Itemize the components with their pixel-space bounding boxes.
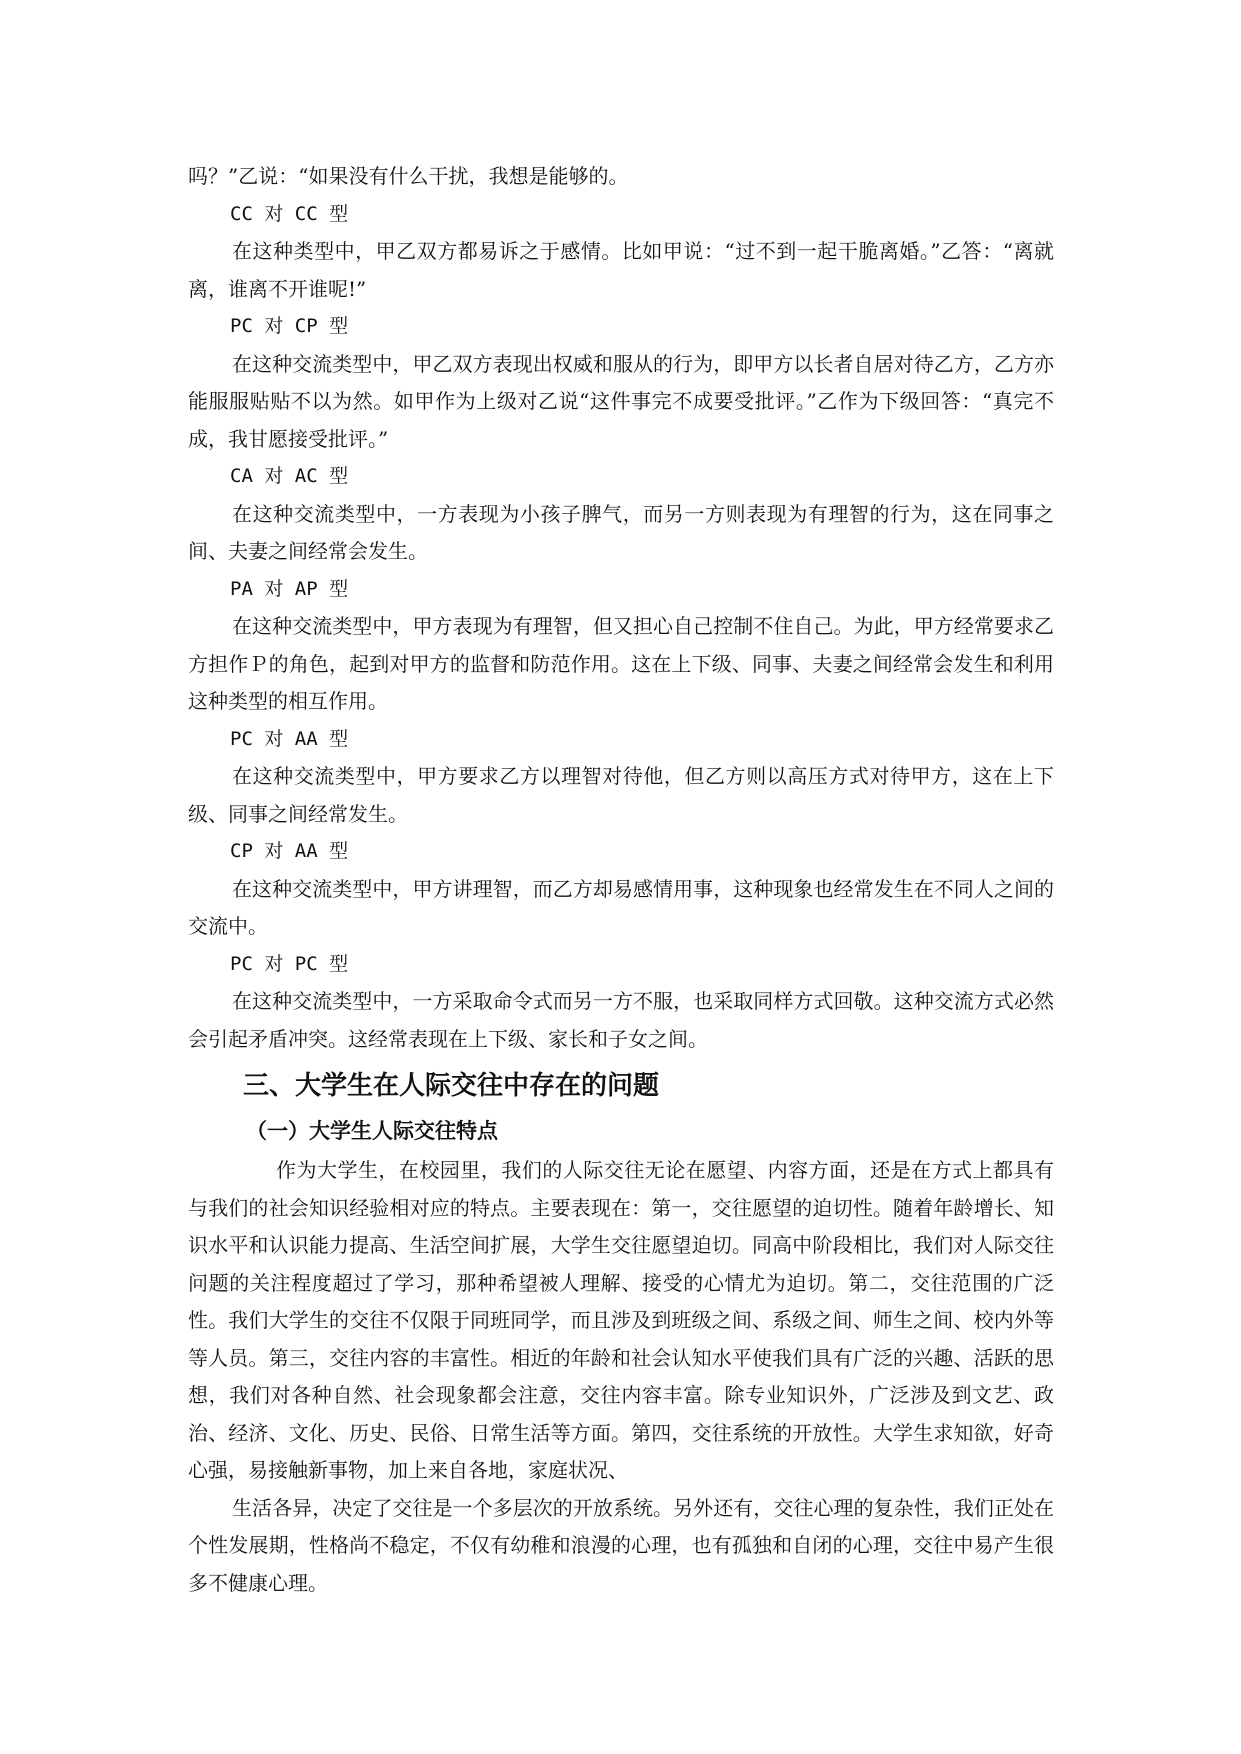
- paragraph-characteristics: 作为大学生，在校园里，我们的人际交往无论在愿望、内容方面，还是在方式上都具有与我们的社会知识经验相对应的特点。主要表现在：第一，交往愿望的迫切性。随着年龄增长、知识水平和认识能力提高、生活空间扩展，大学生交往愿望迫切。同高中阶段相比，我们对人际交往问题的关注程度超过了学习，那种希望被人理解、接受的心情尤为迫切。第二，交往范围的广泛性。我们大学生的交往不仅限于同班同学，而且涉及到班级之间、系级之间、师生之间、校内外等等人员。第三，交往内容的丰富性。相近的年龄和社会认知水平使我们具有广泛的兴趣、活跃的思想，我们对各种自然、社会现象都会注意，交往内容丰富。除专业知识外，广泛涉及到文艺、政治、经济、文化、历史、民俗、日常生活等方面。第四，交往系统的开放性。大学生求知欲，好奇心强，易接触新事物，加上来自各地，家庭状况、: [188, 1158, 1054, 1482]
- paragraph-cc-cc: 在这种类型中，甲乙双方都易诉之于感情。比如甲说：“过不到一起干脆离婚。”乙答：“离就离，谁离不开谁呢!”: [188, 239, 1054, 301]
- subsection-heading: （一）大学生人际交往特点: [246, 1119, 498, 1143]
- paragraph-pc-cp: 在这种交流类型中，甲乙双方表现出权威和服从的行为，即甲方以长者自居对待乙方，乙方亦能服服贴贴不以为然。如甲作为上级对乙说“这件事完不成要受批评。”乙作为下级回答：“真完不成，我甘愿接受批评。”: [188, 351, 1054, 451]
- type-label-pc-cp: PC 对 CP 型: [230, 315, 349, 337]
- type-label-pa-ap: PA 对 AP 型: [230, 577, 349, 600]
- paragraph-pc-pc: 在这种交流类型中，一方采取命令式而另一方不服，也采取同样方式回敬。这种交流方式必然会引起矛盾冲突。这经常表现在上下级、家长和子女之间。: [188, 989, 1054, 1051]
- type-label-ca-ac: CA 对 AC 型: [230, 465, 349, 487]
- paragraph-characteristics-continued: 生活各异，决定了交往是一个多层次的开放系统。另外还有，交往心理的复杂性，我们正处在个性发展期，性格尚不稳定，不仅有幼稚和浪漫的心理，也有孤独和自闭的心理，交往中易产生很多不健康心理。: [188, 1495, 1054, 1595]
- type-label-pc-aa: PC 对 AA 型: [230, 727, 349, 750]
- paragraph-pa-ap: 在这种交流类型中，甲方表现为有理智，但又担心自己控制不住自己。为此，甲方经常要求乙方担作Ｐ的角色，起到对甲方的监督和防范作用。这在上下级、同事、夫妻之间经常会发生和利用这种类型的相互作用。: [188, 614, 1054, 713]
- paragraph-cp-aa: 在这种交流类型中，甲方讲理智，而乙方却易感情用事，这种现象也经常发生在不同人之间的交流中。: [188, 876, 1054, 938]
- paragraph-continuation: 吗？”乙说：“如果没有什么干扰，我想是能够的。: [188, 164, 629, 188]
- paragraph-ca-ac: 在这种交流类型中，一方表现为小孩子脾气，而另一方则表现为有理智的行为，这在同事之间、夫妻之间经常会发生。: [188, 501, 1054, 563]
- type-label-cp-aa: CP 对 AA 型: [230, 840, 349, 862]
- type-label-cc-cc: CC 对 CC 型: [230, 202, 349, 225]
- document-page: [188, 158, 1054, 1602]
- type-label-pc-pc: PC 对 PC 型: [230, 952, 349, 975]
- paragraph-pc-aa: 在这种交流类型中，甲方要求乙方以理智对待他，但乙方则以高压方式对待甲方，这在上下级、同事之间经常发生。: [188, 764, 1054, 826]
- section-heading: 三、大学生在人际交往中存在的问题: [243, 1071, 660, 1101]
